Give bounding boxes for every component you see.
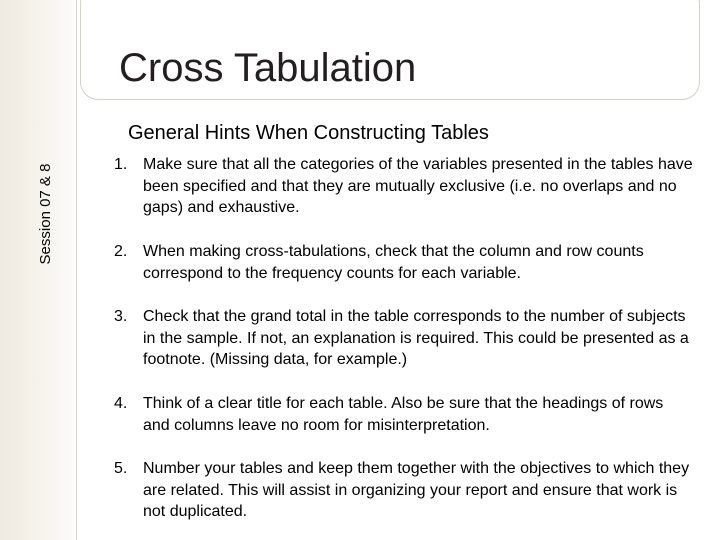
- hint-item-2: [114, 241, 694, 284]
- hint-item-1: [114, 154, 694, 219]
- hint-item-5: [114, 458, 694, 523]
- hint-item-4: [114, 393, 694, 436]
- hint-text: Number your tables and keep them together with the objectives to which they are related. This will assist in organizing your report and ensure that work is not duplicated.: [143, 460, 690, 520]
- hint-number: 1.: [114, 156, 128, 173]
- session-label-text: Session 07 & 8: [37, 163, 54, 265]
- left-decorative-stripe: [0, 0, 76, 540]
- hint-text: Make sure that all the categories of the variables presented in the tables have been specified and that they are mutually exclusive (i.e. no overlaps and no gaps) and exhaustive.: [143, 156, 693, 216]
- hint-text: Think of a clear title for each table. Also be sure that the headings of rows and columns leave no room for misinterpretation.: [143, 395, 664, 434]
- hint-number: 3.: [114, 308, 128, 325]
- slide-title: Cross Tabulation: [119, 46, 417, 90]
- slide-subtitle: General Hints When Constructing Tables: [128, 122, 489, 144]
- hint-text: When making cross-tabulations, check that the column and row counts correspond to the frequency counts for each variable.: [143, 243, 644, 282]
- left-divider-line: [76, 0, 77, 540]
- hint-number: 2.: [114, 243, 128, 260]
- hint-item-3: [114, 306, 694, 371]
- hint-number: 5.: [114, 460, 128, 477]
- hint-number: 4.: [114, 395, 128, 412]
- hint-text: Check that the grand total in the table corresponds to the number of subjects in the sample. If not, an explanation is required. This could be presented as a footnote. (Missing data, for example.): [143, 308, 689, 368]
